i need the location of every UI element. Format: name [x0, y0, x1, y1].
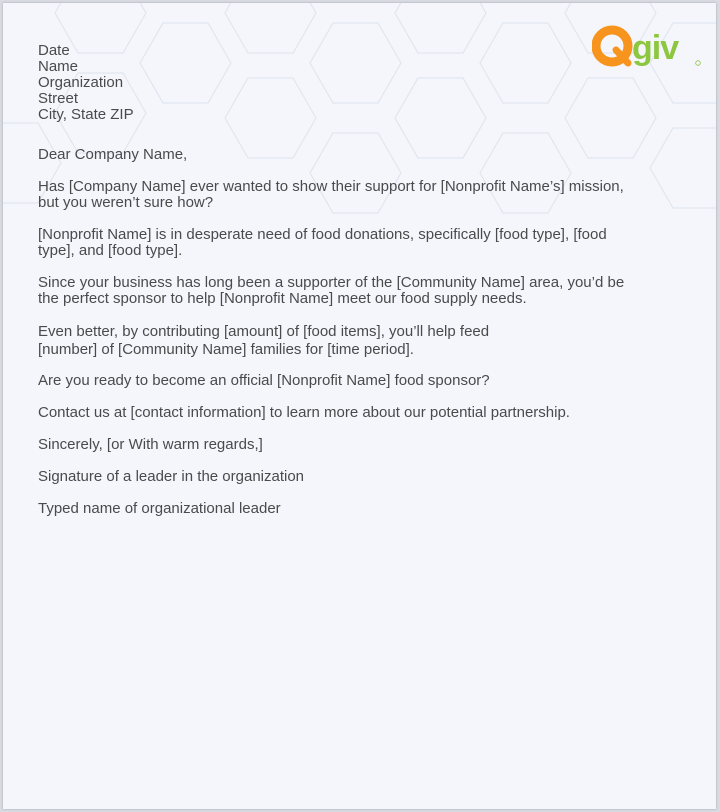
paragraph-4: Even better, by contributing [amount] of [food items], you’ll help feed [number] of [Community Name] families for [time period].: [38, 323, 490, 358]
letter-page: [3, 3, 716, 809]
paragraph-5: Are you ready to become an official [Nonprofit Name] food sponsor?: [38, 372, 490, 389]
salutation: Dear Company Name,: [38, 146, 188, 163]
address-city-state-zip: City, State ZIP: [38, 106, 134, 123]
paragraph-6: Contact us at [contact information] to learn more about our potential partnership.: [38, 404, 570, 421]
typed-name-line: Typed name of organizational leader: [38, 500, 281, 517]
address-organization: Organization: [38, 74, 124, 91]
paragraph-3: Since your business has long been a supporter of the [Community Name] area, you’d be the perfect sponsor to help [Nonprofit Name] meet our food supply needs.: [38, 274, 625, 307]
signature-line: Signature of a leader in the organization: [38, 468, 305, 485]
letter-body: [38, 43, 678, 517]
svg-text:giv: giv: [632, 29, 679, 67]
address-block: [38, 43, 678, 123]
paragraph-1: Has [Company Name] ever wanted to show their support for [Nonprofit Name’s] mission, but you weren’t sure how?: [38, 178, 624, 211]
address-name: Name: [38, 58, 79, 75]
closing: Sincerely, [or With warm regards,]: [38, 436, 263, 453]
address-street: Street: [38, 90, 79, 107]
address-date: Date: [38, 42, 70, 59]
paragraph-2: [Nonprofit Name] is in desperate need of food donations, specifically [food type], [food type], and [food type].: [38, 226, 607, 259]
